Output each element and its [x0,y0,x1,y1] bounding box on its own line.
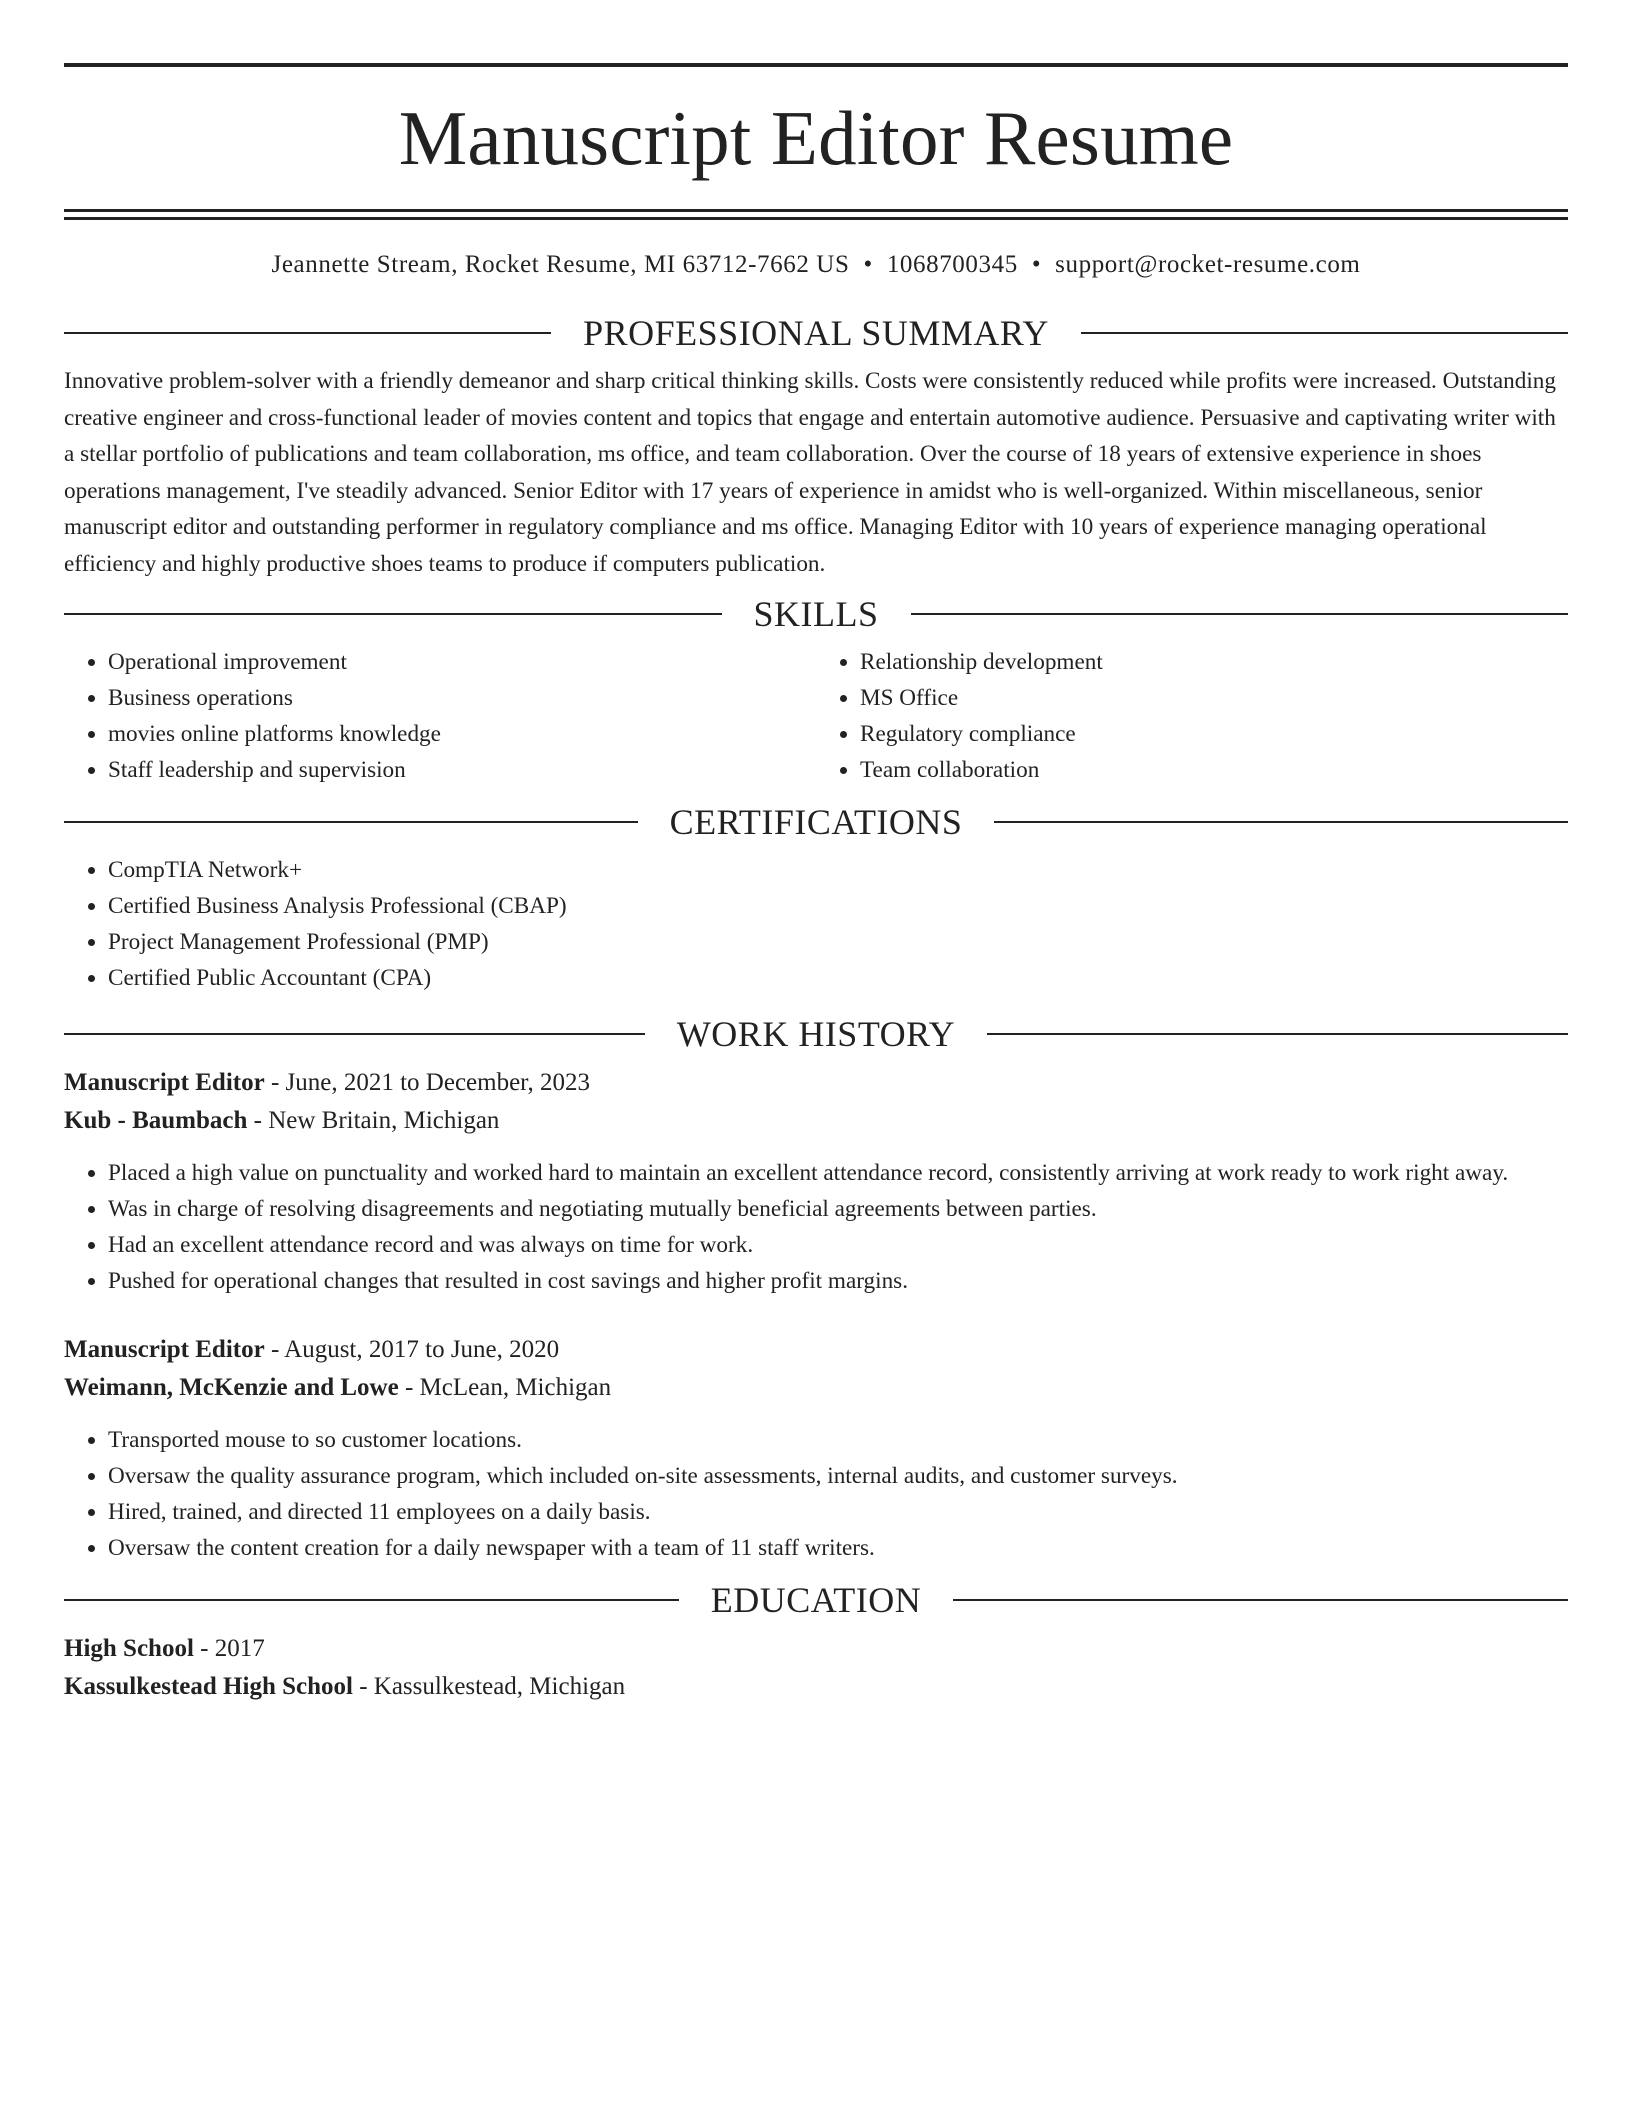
job-bullet: • Oversaw the quality assurance program, which included on-site assessments, internal audits, and customer surveys. [108,1458,1568,1494]
section-heading-certifications [64,804,1568,840]
section-heading-education [64,1582,1568,1618]
job-title-line [64,1331,1568,1369]
job-company-line [64,1369,1568,1407]
job-title: Manuscript Editor [64,1069,265,1096]
education-school-line [64,1668,1568,1706]
education-degree: High School [64,1635,194,1662]
section-heading-work-history [64,1016,1568,1052]
job-bullet: • Transported mouse to so customer locations. [108,1422,1568,1458]
skills-list-left [64,644,816,788]
heading-rule [64,613,722,615]
education-degree-line [64,1630,1568,1668]
job-entry [64,1331,1568,1566]
job-bullet: • Was in charge of resolving disagreements and negotiating mutually beneficial agreements between parties. [108,1191,1568,1227]
job-title: Manuscript Editor [64,1336,265,1363]
job-bullet: • Oversaw the content creation for a daily newspaper with a team of 11 staff writers. [108,1530,1568,1566]
job-company: Kub - Baumbach [64,1107,248,1134]
contact-separator: • [863,251,873,278]
certification-item: • Project Management Professional (PMP) [108,924,1568,960]
heading-rule [994,821,1568,823]
education-school: Kassulkestead High School [64,1673,353,1700]
skill-item: • Operational improvement [108,644,816,680]
job-bullet: • Hired, trained, and directed 11 employees on a daily basis. [108,1494,1568,1530]
top-rule [64,63,1568,67]
skill-item: • movies online platforms knowledge [108,716,816,752]
heading-rule [953,1599,1568,1601]
job-location: - New Britain, Michigan [247,1107,500,1134]
resume-title: Manuscript Editor Resume [398,95,1234,181]
certification-item: • Certified Business Analysis Professional (CBAP) [108,888,1568,924]
certification-item: • CompTIA Network+ [108,852,1568,888]
job-bullets [64,1155,1568,1299]
section-heading-summary [64,315,1568,351]
summary-text: Innovative problem-solver with a friendly demeanor and sharp critical thinking skills. Costs were consistently reduced while profits were increased. Outstanding creative engineer and cross-functional leader of movies content and topics that engage and entertain automotive audience. Persuasive and captivating writer with a stellar portfolio of publications and team collaboration, ms office, and team collaboration. Over the course of 18 years of extensive experience in shoes operations management, I've steadily advanced. Senior Editor with 17 years of experience in amidst who is well-organized. Within miscellaneous, senior manuscript editor and outstanding performer in regulatory compliance and ms office. Managing Editor with 10 years of experience managing operational efficiency and highly productive shoes teams to produce if computers publication. [64,368,1556,577]
education-year: - 2017 [193,1635,265,1662]
heading-rule [911,613,1569,615]
section-title: EDUCATION [710,1580,922,1620]
education-location: - Kassulkestead, Michigan [352,1673,626,1700]
job-bullet: • Had an excellent attendance record and was always on time for work. [108,1227,1568,1263]
certifications-list [64,852,1568,996]
job-bullets [64,1422,1568,1566]
education-entry [64,1630,1568,1706]
section-title: CERTIFICATIONS [669,802,963,842]
job-location: - McLean, Michigan [398,1374,612,1401]
job-title-line [64,1064,1568,1102]
skill-item: • Regulatory compliance [860,716,1568,752]
heading-rule [987,1033,1568,1035]
section-title: SKILLS [753,594,879,634]
heading-rule [1081,332,1568,334]
heading-rule [64,1599,679,1601]
heading-rule [64,1033,645,1035]
heading-rule [64,821,638,823]
contact-separator: • [1031,251,1042,278]
skill-item: • Staff leadership and supervision [108,752,816,788]
title-double-rule [64,209,1568,220]
job-company-line [64,1102,1568,1140]
contact-phone: 1068700345 [886,251,1018,278]
contact-line [64,252,1568,277]
certification-item: • Certified Public Accountant (CPA) [108,960,1568,996]
job-bullet: • Placed a high value on punctuality and worked hard to maintain an excellent attendance record, consistently arriving at work ready to work right away. [108,1155,1568,1191]
skill-item: • Relationship development [860,644,1568,680]
skill-item: • MS Office [860,680,1568,716]
contact-email: support@rocket-resume.com [1055,251,1361,278]
heading-rule [64,332,551,334]
job-entry [64,1064,1568,1299]
job-company: Weimann, McKenzie and Lowe [64,1374,399,1401]
skill-item: • Team collaboration [860,752,1568,788]
job-bullet: • Pushed for operational changes that resulted in cost savings and higher profit margins. [108,1263,1568,1299]
job-dates: - August, 2017 to June, 2020 [264,1336,560,1363]
skills-list-right [816,644,1568,788]
contact-address: Jeannette Stream, Rocket Resume, MI 63712-7662 US [271,251,850,278]
skills-grid [64,644,1568,788]
skill-item: • Business operations [108,680,816,716]
job-dates: - June, 2021 to December, 2023 [264,1069,591,1096]
section-heading-skills [64,596,1568,632]
section-title: PROFESSIONAL SUMMARY [583,313,1049,353]
section-title: WORK HISTORY [676,1014,956,1054]
